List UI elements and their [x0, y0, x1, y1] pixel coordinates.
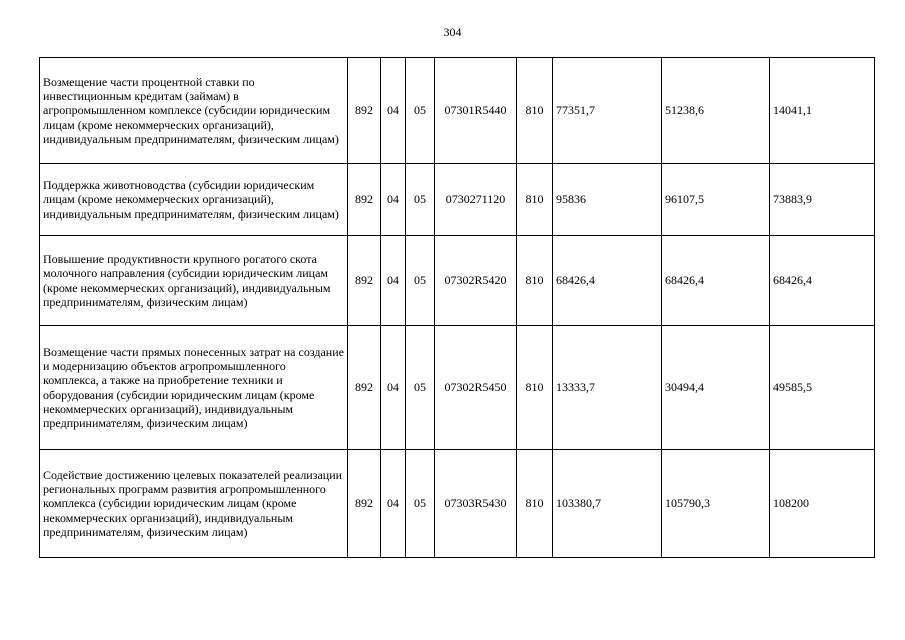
amount-year-2: 51238,6 — [662, 58, 770, 164]
table-row — [40, 326, 875, 450]
ministry-code: 892 — [348, 164, 381, 236]
budget-table — [39, 57, 875, 558]
table-row — [40, 164, 875, 236]
ministry-code: 892 — [348, 58, 381, 164]
amount-year-3: 68426,4 — [770, 236, 875, 326]
ministry-code: 892 — [348, 450, 381, 558]
amount-year-3: 73883,9 — [770, 164, 875, 236]
section-code: 04 — [381, 164, 406, 236]
amount-year-2: 30494,4 — [662, 326, 770, 450]
section-code: 04 — [381, 326, 406, 450]
page-number: 304 — [443, 25, 462, 39]
expense-type-code: 810 — [517, 236, 553, 326]
amount-year-3: 14041,1 — [770, 58, 875, 164]
row-description: Повышение продуктивности крупного рогатого скота молочного направления (субсидии юридическим лицам (кроме некоммерческих организаций), индивидуальным предпринимателям, физическим лицам) — [40, 236, 348, 326]
table-row — [40, 450, 875, 558]
expense-type-code: 810 — [517, 58, 553, 164]
section-code: 04 — [381, 450, 406, 558]
row-description: Возмещение части прямых понесенных затрат на создание и модернизацию объектов агропромышленного комплекса, а также на приобретение техники и оборудования (субсидии юридическим лицам (кроме некоммерческих организаций), индивидуальным предпринимателям, физическим лицам) — [40, 326, 348, 450]
subsection-code: 05 — [406, 236, 435, 326]
amount-year-2: 68426,4 — [662, 236, 770, 326]
amount-year-1: 13333,7 — [553, 326, 662, 450]
amount-year-1: 95836 — [553, 164, 662, 236]
row-description: Содействие достижению целевых показателей реализации региональных программ развития агропромышленного комплекса (субсидии юридическим лицам (кроме некоммерческих организаций), индивидуальным предпринимателям, физическим лицам) — [40, 450, 348, 558]
section-code: 04 — [381, 58, 406, 164]
table-row — [40, 58, 875, 164]
row-description: Поддержка животноводства (субсидии юридическим лицам (кроме некоммерческих организаций), индивидуальным предпринимателям, физическим лицам) — [40, 164, 348, 236]
expense-type-code: 810 — [517, 326, 553, 450]
row-description: Возмещение части процентной ставки по инвестиционным кредитам (займам) в агропромышленном комплексе (субсидии юридическим лицам (кроме некоммерческих организаций), индивидуальным предпринимателям, физическим лицам) — [40, 58, 348, 164]
ministry-code: 892 — [348, 236, 381, 326]
subsection-code: 05 — [406, 164, 435, 236]
subsection-code: 05 — [406, 326, 435, 450]
target-article-code: 07302R5420 — [435, 236, 517, 326]
amount-year-1: 68426,4 — [553, 236, 662, 326]
target-article-code: 07302R5450 — [435, 326, 517, 450]
target-article-code: 07301R5440 — [435, 58, 517, 164]
amount-year-1: 103380,7 — [553, 450, 662, 558]
expense-type-code: 810 — [517, 450, 553, 558]
amount-year-2: 96107,5 — [662, 164, 770, 236]
amount-year-2: 105790,3 — [662, 450, 770, 558]
ministry-code: 892 — [348, 326, 381, 450]
amount-year-1: 77351,7 — [553, 58, 662, 164]
target-article-code: 07303R5430 — [435, 450, 517, 558]
subsection-code: 05 — [406, 450, 435, 558]
expense-type-code: 810 — [517, 164, 553, 236]
target-article-code: 0730271120 — [435, 164, 517, 236]
table-row — [40, 236, 875, 326]
amount-year-3: 108200 — [770, 450, 875, 558]
amount-year-3: 49585,5 — [770, 326, 875, 450]
subsection-code: 05 — [406, 58, 435, 164]
section-code: 04 — [381, 236, 406, 326]
